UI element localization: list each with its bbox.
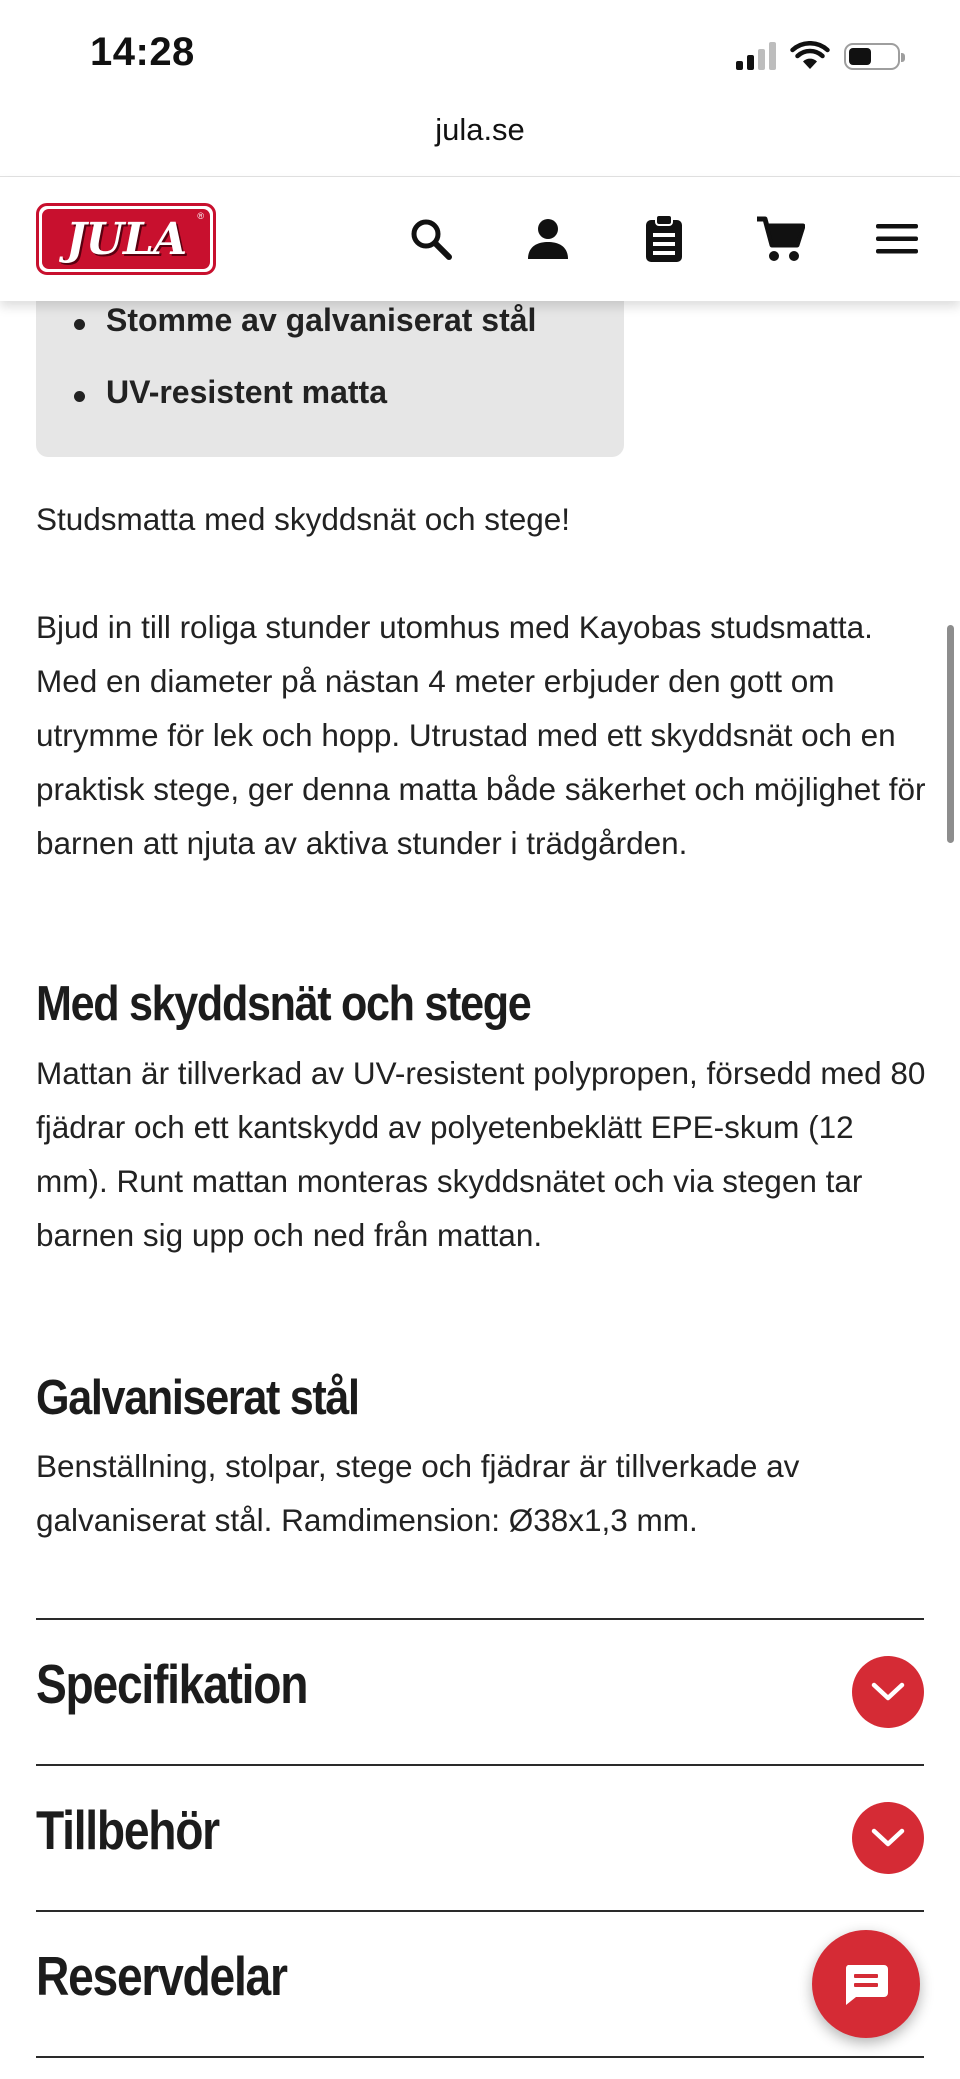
browser-url-bar[interactable]	[0, 100, 960, 177]
accordion-label: Reservdelar	[36, 1945, 287, 2007]
site-header	[0, 177, 960, 301]
chat-button[interactable]	[812, 1930, 920, 2038]
shopping-list-icon[interactable]	[636, 211, 692, 267]
signal-icon	[736, 42, 776, 70]
chevron-down-icon[interactable]	[852, 1802, 924, 1874]
menu-icon[interactable]	[869, 211, 925, 267]
status-bar	[0, 0, 960, 100]
product-tagline: Studsmatta med skyddsnät och stege!	[36, 501, 571, 537]
account-icon[interactable]	[520, 211, 576, 267]
product-intro-text: Bjud in till roliga stunder utomhus med Kayobas studsmatta. Med en diameter på nästan 4 meter erbjuder den gott om utrymme för lek och hopp. Utrustad med ett skyddsnät och en praktisk stege, ger denna matta både säkerhet och möjlighet för barnen att njuta av aktiva stunder i trädgården.	[36, 609, 926, 861]
accordion-tillbehor[interactable]	[36, 1764, 924, 1912]
accordion-specifikation[interactable]	[36, 1618, 924, 1766]
status-time: 14:28	[90, 30, 195, 74]
feature-highlights	[36, 280, 624, 457]
accordion-reservdelar[interactable]	[36, 1910, 924, 2058]
feature-item: Stomme av galvaniserat stål	[106, 302, 537, 338]
status-icons	[736, 36, 900, 76]
wifi-icon	[790, 41, 830, 71]
jula-logo[interactable]: JULA ®	[36, 203, 216, 275]
battery-icon	[844, 43, 900, 70]
feature-item: UV-resistent matta	[106, 374, 387, 410]
section-heading: Galvaniserat stål	[36, 1371, 359, 1425]
accordion-label: Tillbehör	[36, 1799, 219, 1861]
url-text: jula.se	[435, 112, 525, 147]
section-heading: Med skyddsnät och stege	[36, 977, 531, 1031]
accordion-label: Specifikation	[36, 1653, 308, 1715]
section-text: Mattan är tillverkad av UV-resistent polypropen, försedd med 80 fjädrar och ett kantskydd av polyetenbeklätt EPE-skum (12 mm). Runt mattan monteras skyddsnätet och via stegen tar barnen sig upp och ned från mattan.	[36, 1055, 926, 1253]
logo-text: JULA	[65, 213, 187, 265]
page-scrollbar[interactable]	[947, 625, 954, 843]
chevron-down-icon[interactable]	[852, 1656, 924, 1728]
chat-icon	[842, 1961, 890, 2007]
section-text: Benställning, stolpar, stege och fjädrar är tillverkade av galvaniserat stål. Ramdimension: Ø38x1,3 mm.	[36, 1448, 800, 1538]
cart-icon[interactable]	[752, 211, 808, 267]
accordion-divider	[36, 2056, 924, 2079]
search-icon[interactable]	[403, 211, 459, 267]
